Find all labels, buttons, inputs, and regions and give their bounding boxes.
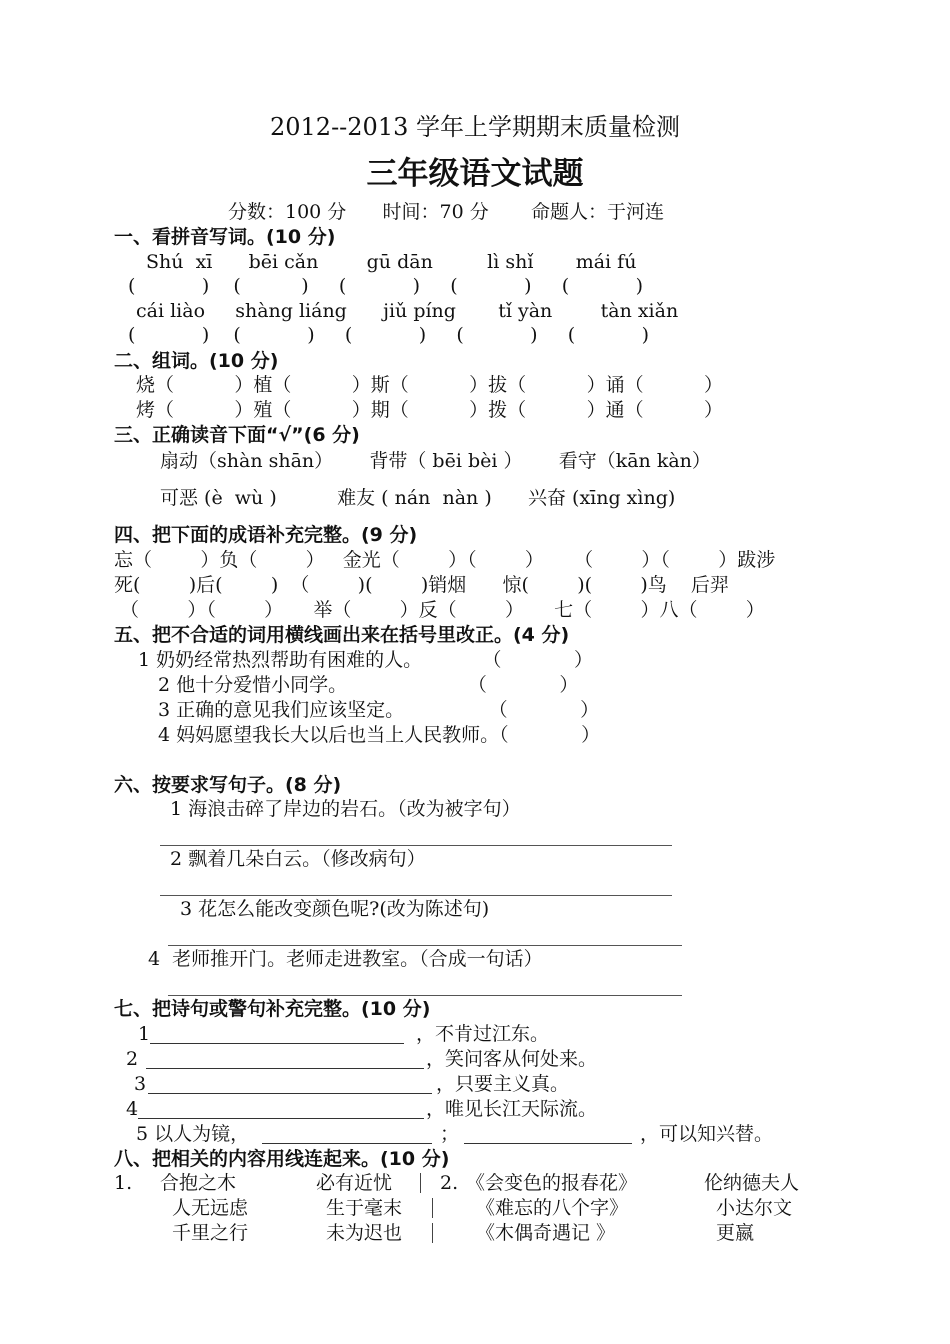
- answer-line-2: [160, 895, 672, 896]
- poem-blank-4: [138, 1118, 424, 1119]
- correction-item-2: 2 他十分爱惜小同学。 （ ）: [158, 674, 579, 696]
- section-5-heading: 五、把不合适的词用横线画出来在括号里改正。(4 分): [114, 624, 570, 646]
- column-separator-3: [432, 1223, 433, 1243]
- poem-blank-5b: [464, 1143, 632, 1144]
- match-left-2: 人无远虑: [172, 1197, 249, 1219]
- answer-line-1: [160, 845, 672, 846]
- word-group-row-2: 烤（ ）殖（ ）期（ ）拨（ ）通（ ）: [136, 399, 723, 421]
- pinyin-row-2: cái liào shàng liáng jiǔ píng tǐ yàn tàn xiǎn: [136, 300, 679, 322]
- poem-item-5-semicolon: ；: [440, 1123, 460, 1145]
- match-book-3: 《木偶奇遇记 》: [476, 1222, 616, 1244]
- pronunciation-row-2: 可恶 (è wù ) 难友 ( nán nàn ) 兴奋 (xīng xìng): [160, 487, 676, 509]
- sentence-item-1: 1 海浪击碎了岸边的岩石。（改为被字句）: [170, 798, 521, 820]
- sentence-item-2: 2 飘着几朵白云。（修改病句）: [170, 848, 426, 870]
- poem-item-1-number: 1: [138, 1023, 151, 1045]
- poem-item-3-text: ，只要主义真。: [436, 1073, 570, 1095]
- poem-item-2-number: 2: [126, 1048, 139, 1070]
- match-left-1: 合抱之木: [160, 1172, 237, 1194]
- match-book-1: 《会变色的报春花》: [466, 1172, 638, 1194]
- match-group-2-number: 2.: [440, 1172, 459, 1194]
- sentence-item-4: 4 老师推开门。老师走进教室。（合成一句话）: [148, 948, 543, 970]
- section-6-heading: 六、按要求写句子。(8 分): [114, 774, 342, 796]
- match-left-3: 千里之行: [172, 1222, 249, 1244]
- poem-item-5-suffix: ，可以知兴替。: [640, 1123, 774, 1145]
- section-2-heading: 二、组词。(10 分): [114, 350, 279, 372]
- section-7-heading: 七、把诗句或警句补充完整。(10 分): [114, 998, 431, 1020]
- match-mid-1: 必有近忧: [316, 1172, 393, 1194]
- match-mid-3: 未为迟也: [326, 1222, 403, 1244]
- exam-subtitle: 三年级语文试题: [366, 156, 584, 192]
- poem-item-2-text: ，笑问客从何处来。: [426, 1048, 598, 1070]
- match-group-1-number: 1.: [114, 1172, 133, 1194]
- poem-blank-5a: [262, 1143, 432, 1144]
- match-author-2: 小达尔文: [716, 1197, 793, 1219]
- poem-item-4-text: ，唯见长江天际流。: [426, 1098, 598, 1120]
- answer-line-3: [168, 945, 682, 946]
- poem-item-1-text: ，不肯过江东。: [416, 1023, 550, 1045]
- answer-blanks-row-2: ( ) ( ) ( ) ( ) ( ): [128, 324, 650, 346]
- correction-item-3: 3 正确的意见我们应该坚定。 （ ）: [158, 699, 600, 721]
- pinyin-row-1: Shú xī bēi cǎn gū dān lì shǐ mái fú: [146, 251, 637, 273]
- idiom-row-3: （ ）（ ） 举（ ）反（ ） 七（ ）八（ ）: [120, 599, 765, 621]
- pronunciation-row-1: 扇动（shàn shān） 背带（ bēi bèi ） 看守（kān kàn）: [160, 450, 711, 472]
- column-separator-2: [432, 1198, 433, 1218]
- column-separator-1: [420, 1173, 421, 1193]
- poem-item-4-number: 4: [126, 1098, 139, 1120]
- exam-title: 2012--2013 学年上学期期末质量检测: [269, 113, 680, 141]
- correction-item-1: 1 奶奶经常热烈帮助有困难的人。 （ ）: [138, 649, 593, 671]
- poem-blank-1: [150, 1043, 404, 1044]
- section-1-heading: 一、看拼音写词。(10 分): [114, 226, 336, 248]
- poem-item-3-number: 3: [134, 1073, 147, 1095]
- correction-item-4: 4 妈妈愿望我长大以后也当上人民教师。（ ）: [158, 724, 601, 746]
- section-8-heading: 八、把相关的内容用线连起来。(10 分): [114, 1148, 450, 1170]
- sentence-item-3: 3 花怎么能改变颜色呢?(改为陈述句): [180, 898, 490, 920]
- match-book-2: 《难忘的八个字》: [476, 1197, 629, 1219]
- idiom-row-1: 忘（ ）负（ ） 金光（ ）（ ） （ ）（ ）跋涉: [114, 549, 776, 571]
- section-3-heading: 三、正确读音下面“√”(6 分): [114, 424, 360, 446]
- poem-item-5-prefix: 5 以人为镜，: [136, 1123, 250, 1145]
- answer-line-4: [168, 995, 682, 996]
- idiom-row-2: 死( )后( ) （ )( )销烟 惊( )( )鸟 后羿: [114, 574, 729, 596]
- match-mid-2: 生于毫末: [326, 1197, 403, 1219]
- poem-blank-3: [148, 1093, 432, 1094]
- poem-blank-2: [146, 1068, 424, 1069]
- word-group-row-1: 烧（ ）植（ ）斯（ ）拔（ ）诵（ ）: [136, 374, 723, 396]
- match-author-3: 更嬴: [716, 1222, 755, 1244]
- answer-blanks-row-1: ( ) ( ) ( ) ( ) ( ): [128, 275, 644, 297]
- exam-info: 分数：100 分 时间：70 分 命题人：于河连: [228, 201, 665, 223]
- match-author-1: 伦纳德夫人: [704, 1172, 800, 1194]
- section-4-heading: 四、把下面的成语补充完整。(9 分): [114, 524, 418, 546]
